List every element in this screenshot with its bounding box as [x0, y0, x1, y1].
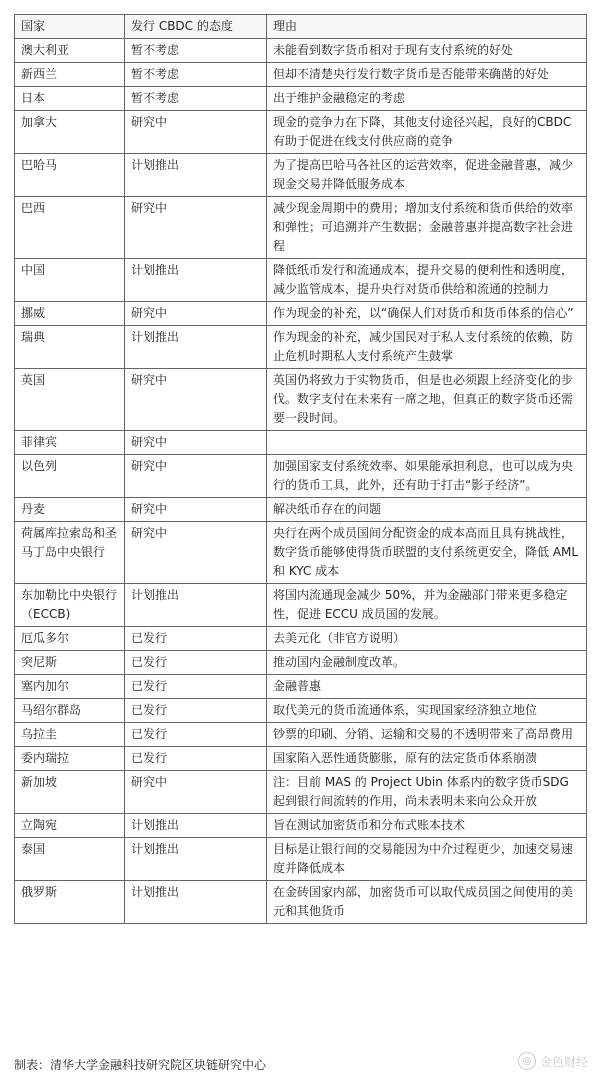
- header-country: 国家: [15, 15, 125, 39]
- cell-attitude: 研究中: [125, 111, 267, 154]
- cell-reason: [267, 431, 587, 455]
- table-row: [15, 326, 587, 369]
- table-row: [15, 302, 587, 326]
- cell-country: 新西兰: [15, 63, 125, 87]
- watermark: [518, 1052, 588, 1070]
- cell-attitude: 计划推出: [125, 154, 267, 197]
- table-row: [15, 259, 587, 302]
- cbdc-table-container: [14, 14, 586, 924]
- cell-attitude: 计划推出: [125, 259, 267, 302]
- table-row: [15, 675, 587, 699]
- header-attitude: 发行 CBDC 的态度: [125, 15, 267, 39]
- cell-country: 突尼斯: [15, 651, 125, 675]
- cell-attitude: 已发行: [125, 699, 267, 723]
- cell-attitude: 研究中: [125, 522, 267, 584]
- cell-country: 英国: [15, 369, 125, 431]
- cell-reason: 去美元化（非官方说明）: [267, 627, 587, 651]
- cell-reason: 解决纸币存在的问题: [267, 498, 587, 522]
- cell-country: 以色列: [15, 455, 125, 498]
- cell-reason: 国家陷入恶性通货膨胀，原有的法定货币体系崩溃: [267, 747, 587, 771]
- cell-reason: 现金的竞争力在下降，其他支付途径兴起，良好的CBDC 有助于促进在线支付供应商的竞争: [267, 111, 587, 154]
- cell-attitude: 计划推出: [125, 326, 267, 369]
- table-row: [15, 699, 587, 723]
- table-row: [15, 197, 587, 259]
- cell-reason: 未能看到数字货币相对于现有支付系统的好处: [267, 39, 587, 63]
- table-row: [15, 455, 587, 498]
- cell-attitude: 已发行: [125, 651, 267, 675]
- cell-country: 委内瑞拉: [15, 747, 125, 771]
- cell-reason: 钞票的印刷、分销、运输和交易的不透明带来了高昂费用: [267, 723, 587, 747]
- table-row: [15, 498, 587, 522]
- cell-reason: 作为现金的补充，减少国民对于私人支付系统的依赖，防止危机时期私人支付系统产生鼓掌: [267, 326, 587, 369]
- cell-country: 厄瓜多尔: [15, 627, 125, 651]
- table-row: [15, 881, 587, 924]
- cbdc-attitude-table: [14, 14, 587, 924]
- cell-reason: 注：目前 MAS 的 Project Ubin 体系内的数字货币SDG 起到银行间流转的作用，尚未表明未来向公众开放: [267, 771, 587, 814]
- table-row: [15, 838, 587, 881]
- cell-country: 乌拉圭: [15, 723, 125, 747]
- cell-attitude: 计划推出: [125, 584, 267, 627]
- cell-attitude: 研究中: [125, 369, 267, 431]
- table-row: [15, 584, 587, 627]
- cell-reason: 为了提高巴哈马各社区的运营效率，促进金融普惠，减少现金交易并降低服务成本: [267, 154, 587, 197]
- table-row: [15, 627, 587, 651]
- cell-attitude: 研究中: [125, 498, 267, 522]
- cell-country: 瑞典: [15, 326, 125, 369]
- cell-reason: 但却不清楚央行发行数字货币是否能带来确凿的好处: [267, 63, 587, 87]
- cell-attitude: 已发行: [125, 723, 267, 747]
- cell-attitude: 暂不考虑: [125, 63, 267, 87]
- table-row: [15, 747, 587, 771]
- table-header-row: [15, 15, 587, 39]
- cell-country: 泰国: [15, 838, 125, 881]
- cell-reason: 央行在两个成员国间分配资金的成本高而且具有挑战性，数字货币能够使得货币联盟的支付系统更安全，降低 AML 和 KYC 成本: [267, 522, 587, 584]
- cell-reason: 英国仍将致力于实物货币，但是也必须跟上经济变化的步伐。数字支付在未来有一席之地，但真正的数字货币还需要一段时间。: [267, 369, 587, 431]
- cell-reason: 推动国内金融制度改革。: [267, 651, 587, 675]
- table-body: [15, 39, 587, 924]
- table-row: [15, 87, 587, 111]
- cell-country: 丹麦: [15, 498, 125, 522]
- table-row: [15, 522, 587, 584]
- table-row: [15, 431, 587, 455]
- cell-country: 塞内加尔: [15, 675, 125, 699]
- table-row: [15, 63, 587, 87]
- table-row: [15, 111, 587, 154]
- table-row: [15, 369, 587, 431]
- cell-reason: 金融普惠: [267, 675, 587, 699]
- watermark-logo-icon: ◎: [518, 1052, 536, 1070]
- cell-attitude: 暂不考虑: [125, 39, 267, 63]
- cell-attitude: 计划推出: [125, 881, 267, 924]
- cell-attitude: 研究中: [125, 455, 267, 498]
- cell-attitude: 计划推出: [125, 814, 267, 838]
- watermark-text: 金色财经: [539, 1054, 588, 1069]
- table-row: [15, 39, 587, 63]
- table-row: [15, 154, 587, 197]
- cell-reason: 加强国家支付系统效率、如果能承担利息，也可以成为央行的货币工具，此外，还有助于打击“影子经济”。: [267, 455, 587, 498]
- cell-reason: 将国内流通现金减少 50%，并为金融部门带来更多稳定性，促进 ECCU 成员国的发展。: [267, 584, 587, 627]
- table-row: [15, 814, 587, 838]
- cell-country: 荷属库拉索岛和圣马丁岛中央银行: [15, 522, 125, 584]
- cell-country: 澳大利亚: [15, 39, 125, 63]
- table-row: [15, 771, 587, 814]
- table-row: [15, 651, 587, 675]
- cell-country: 俄罗斯: [15, 881, 125, 924]
- header-reason: 理由: [267, 15, 587, 39]
- cell-country: 巴西: [15, 197, 125, 259]
- cell-country: 新加坡: [15, 771, 125, 814]
- cell-reason: 目标是让银行间的交易能因为中介过程更少，加速交易速度并降低成本: [267, 838, 587, 881]
- cell-attitude: 研究中: [125, 197, 267, 259]
- cell-country: 加拿大: [15, 111, 125, 154]
- cell-attitude: 已发行: [125, 627, 267, 651]
- cell-reason: 降低纸币发行和流通成本，提升交易的便利性和透明度，减少监管成本，提升央行对货币供给和流通的控制力: [267, 259, 587, 302]
- cell-country: 东加勒比中央银行（ECCB): [15, 584, 125, 627]
- cell-attitude: 已发行: [125, 747, 267, 771]
- cell-country: 中国: [15, 259, 125, 302]
- cell-attitude: 研究中: [125, 431, 267, 455]
- cell-reason: 旨在测试加密货币和分布式账本技术: [267, 814, 587, 838]
- cell-attitude: 研究中: [125, 302, 267, 326]
- cell-country: 立陶宛: [15, 814, 125, 838]
- cell-country: 菲律宾: [15, 431, 125, 455]
- cell-reason: 取代美元的货币流通体系，实现国家经济独立地位: [267, 699, 587, 723]
- cell-attitude: 已发行: [125, 675, 267, 699]
- table-caption: 制表：清华大学金融科技研究院区块链研究中心: [14, 1058, 267, 1072]
- cell-attitude: 研究中: [125, 771, 267, 814]
- cell-country: 日本: [15, 87, 125, 111]
- cell-reason: 出于维护金融稳定的考虑: [267, 87, 587, 111]
- table-row: [15, 723, 587, 747]
- cell-reason: 作为现金的补充，以“确保人们对货币和货币体系的信心”: [267, 302, 587, 326]
- cell-country: 挪威: [15, 302, 125, 326]
- cell-country: 巴哈马: [15, 154, 125, 197]
- cell-country: 马绍尔群岛: [15, 699, 125, 723]
- cell-reason: 减少现金周期中的费用；增加支付系统和货币供给的效率和弹性；可追溯并产生数据；金融普惠并提高数字社会进程: [267, 197, 587, 259]
- cell-attitude: 暂不考虑: [125, 87, 267, 111]
- cell-attitude: 计划推出: [125, 838, 267, 881]
- cell-reason: 在金砖国家内部，加密货币可以取代成员国之间使用的美元和其他货币: [267, 881, 587, 924]
